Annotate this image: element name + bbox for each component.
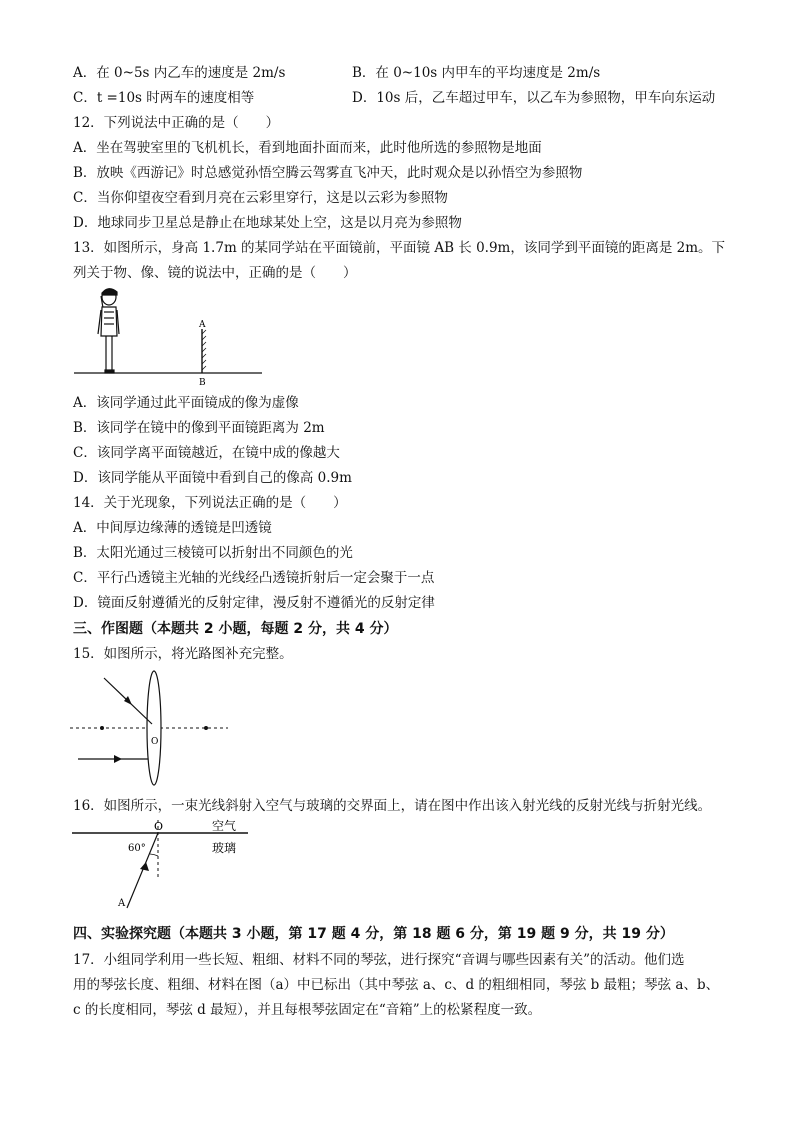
q12-option-a: A．坐在驾驶室里的飞机机长，看到地面扑面而来，此时他所选的参照物是地面: [73, 140, 542, 156]
q15-stem: 15．如图所示，将光路图补充完整。: [73, 646, 293, 662]
ray-start-label: A: [118, 898, 126, 909]
plane-mirror: [202, 329, 206, 373]
q13-option-c: C．该同学离平面镜越近，在镜中成的像越大: [73, 445, 340, 461]
q14-option-c: C．平行凸透镜主光轴的光线经凸透镜折射后一定会聚于一点: [73, 570, 435, 586]
mirror-label-a: A: [199, 320, 206, 330]
q11-option-c: C．t =10s 时两车的速度相等: [73, 90, 255, 106]
angle-arc: [150, 854, 158, 856]
incidence-point-label: O: [154, 820, 164, 833]
q17-line-3: c 的长度相同，琴弦 d 最短），并且每根琴弦固定在“音箱”上的松紧程度一致。: [73, 1002, 542, 1018]
q16-stem: 16．如图所示，一束光线斜射入空气与玻璃的交界面上，请在图中作出该入射光线的反射光线与折射光线。: [73, 798, 712, 814]
angle-label: 60°: [128, 843, 146, 854]
q12-stem: 12．下列说法中正确的是（ ）: [73, 115, 280, 131]
q12-option-b: B．放映《西游记》时总感觉孙悟空腾云驾雾直飞冲天，此时观众是以孙悟空为参照物: [73, 165, 583, 181]
q14-stem: 14．关于光现象，下列说法正确的是（ ）: [73, 495, 347, 511]
focus-point-left: [100, 726, 104, 730]
refraction-figure: [70, 818, 250, 918]
q11-option-b: B．在 0~10s 内甲车的平均速度是 2m/s: [352, 65, 601, 81]
q12-option-c: C．当你仰望夜空看到月亮在云彩里穿行，这是以云彩为参照物: [73, 190, 448, 206]
q17-line-1: 17．小组同学利用一些长短、粗细、材料不同的琴弦，进行探究“音调与哪些因素有关”的活动。他们选: [73, 952, 685, 968]
student-figure: [98, 289, 119, 373]
section-4-heading: 四、实验探究题（本题共 3 小题，第 17 题 4 分，第 18 题 6 分，第 19 题 9 分，共 19 分）: [73, 926, 674, 942]
focus-point-right: [204, 726, 208, 730]
incident-ray-through-focus: [104, 678, 152, 724]
q14-option-b: B．太阳光通过三棱镜可以折射出不同颜色的光: [73, 545, 353, 561]
lens-figure: [68, 668, 230, 788]
q13-stem-line-1: 13．如图所示，身高 1.7m 的某同学站在平面镜前，平面镜 AB 长 0.9m，该同学到平面镜的距离是 2m。下: [73, 240, 726, 256]
q11-option-d: D．10s 后，乙车超过甲车，以乙车为参照物，甲车向东运动: [352, 90, 716, 106]
mirror-label-b: B: [199, 378, 206, 388]
incident-ray-parallel: [78, 755, 148, 763]
mirror-figure: [72, 284, 264, 388]
glass-label: 玻璃: [212, 841, 237, 855]
q13-stem-line-2: 列关于物、像、镜的说法中，正确的是（ ）: [73, 265, 357, 281]
q13-option-d: D．该同学能从平面镜中看到自己的像高 0.9m: [73, 470, 352, 486]
q13-option-b: B．该同学在镜中的像到平面镜距离为 2m: [73, 420, 325, 436]
convex-lens: [147, 671, 161, 785]
q14-option-d: D．镜面反射遵循光的反射定律，漫反射不遵循光的反射定律: [73, 595, 435, 611]
air-label: 空气: [212, 819, 237, 833]
q12-option-d: D．地球同步卫星总是静止在地球某处上空，这是以月亮为参照物: [73, 215, 462, 231]
q13-option-a: A．该同学通过此平面镜成的像为虚像: [73, 395, 299, 411]
q17-line-2: 用的琴弦长度、粗细、材料在图（a）中已标出（其中琴弦 a、c、d 的粗细相同，琴弦 b 最粗；琴弦 a、b、: [73, 977, 720, 993]
lens-center-label: O: [151, 737, 159, 747]
section-3-heading: 三、作图题（本题共 2 小题，每题 2 分，共 4 分）: [73, 621, 398, 637]
q11-option-a: A．在 0~5s 内乙车的速度是 2m/s: [73, 65, 286, 81]
q14-option-a: A．中间厚边缘薄的透镜是凹透镜: [73, 520, 272, 536]
